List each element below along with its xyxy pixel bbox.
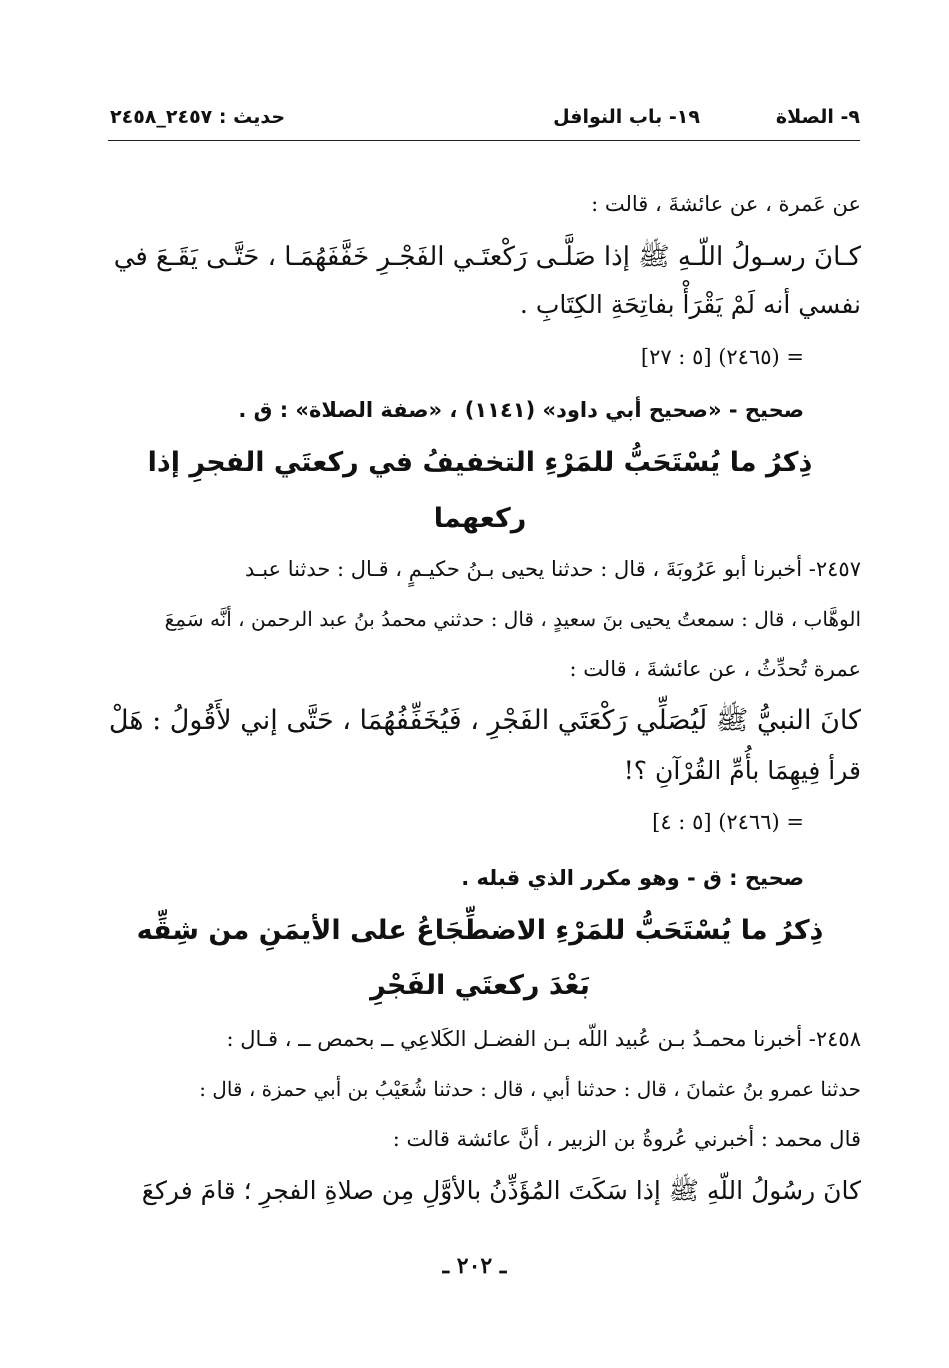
isnad-line: قال محمد : أخبرني عُروةُ بن الزبير ، أنَّ عائشة قالت : (392, 1127, 861, 1151)
section-title: ١٩- باب النوافل (553, 106, 700, 128)
hadith-matn-line: كانَ رسُولُ اللّهِ ﷺ إذا سَكَتَ المُؤَذِّنُ بالأوَّلِ مِن صلاةِ الفجرِ ؛ قامَ فركعَ (141, 1176, 861, 1205)
chapter-heading: ذِكرُ ما يُسْتَحَبُّ للمَرْءِ الاضطِّجَاعُ على الأيمَنِ من شِقِّه (136, 915, 824, 946)
hadith-matn-line: نفسي أنه لَمْ يَقْرَأْ بفاتِحَةِ الكِتَابِ . (519, 290, 861, 319)
chapter-heading: بَعْدَ ركعتَي الفَجْرِ (370, 970, 590, 1001)
text-line: عن عَمرة ، عن عائشةَ ، قالت : (591, 192, 861, 216)
hadith-matn-line: كانَ النبيُّ ﷺ لَيُصَلِّي رَكْعَتَي الفَجْرِ ، فَيُخَفِّفُهُمَا ، حَتَّى إني لأَقُولُ : هَلْ (108, 705, 861, 736)
hadith-matn-line: كـانَ رسـولُ اللّـهِ ﷺ إذا صَلَّـى رَكْعتَـي الفَجْـرِ خَفَّفَهُمَـا ، حَتَّـى يَقَـعَ في (113, 242, 861, 272)
header-rule (108, 140, 860, 141)
cross-reference: = (٢٤٦٦) [٥ : ٤] (652, 810, 804, 834)
isnad-line: حدثنا عمرو بنُ عثمانَ ، قال : حدثنا أبي ، قال : حدثنا شُعَيْبُ بن أبي حمزة ، قال : (199, 1077, 861, 1101)
page-number: ـ ٢٠٢ ـ (442, 1253, 507, 1279)
running-header (110, 100, 860, 134)
hadith-range: حديث : ٢٤٥٧_٢٤٥٨ (110, 106, 286, 128)
chapter-heading: ركعهما (433, 503, 527, 534)
chapter-heading: ذِكرُ ما يُسْتَحَبُّ للمَرْءِ التخفيفُ في ركعتَي الفجرِ إذا (147, 447, 813, 478)
chapter-title: ٩- الصلاة (775, 106, 860, 128)
hadith-matn-line: قرأ فِيهِمَا بأُمِّ القُرْآنِ ؟! (623, 756, 861, 785)
cross-reference: = (٢٤٦٥) [٥ : ٢٧] (640, 345, 804, 369)
hadith-grade: صحيح : ق - وهو مكرر الذي قبله . (461, 866, 804, 890)
hadith-grade: صحيح - «صحيح أبي داود» (١١٤١) ، «صفة الصلاة» : ق . (238, 398, 804, 422)
isnad-line: ٢٤٥٧- أخبرنا أبو عَرُوبَةَ ، قال : حدثنا يحيى بـنُ حكيـمٍ ، قـال : حدثنا عبـد (245, 557, 861, 581)
isnad-line: عمرة تُحدِّثُ ، عن عائشةَ ، قالت : (569, 657, 861, 681)
isnad-line: الوهَّاب ، قال : سمعتُ يحيى بنَ سعيدٍ ، قال : حدثني محمدُ بنُ عبد الرحمن ، أنَّه سَمِعَ (164, 607, 861, 631)
isnad-line: ٢٤٥٨- أخبرنا محمـدُ بـن عُبيد اللّه بـن الفضـل الكَلاعِي ــ بحمص ــ ، قـال : (226, 1027, 861, 1051)
